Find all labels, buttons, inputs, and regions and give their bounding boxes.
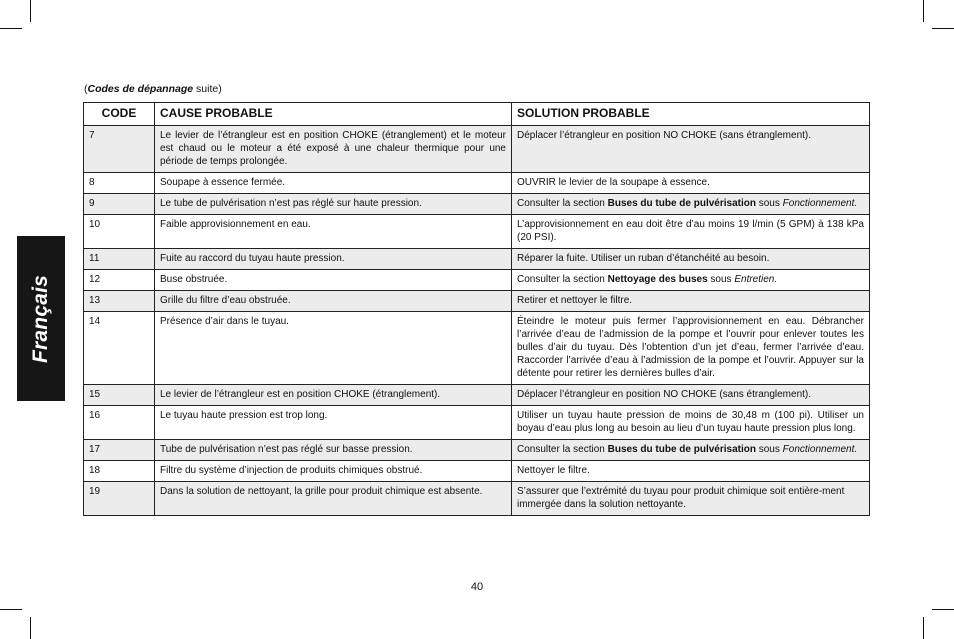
code-cell: 12 <box>84 270 155 291</box>
cause-cell: Fuite au raccord du tuyau haute pression. <box>155 249 512 270</box>
solution-cell: S’assurer que l’extrémité du tuyau pour produit chimique soit entière-ment immergée dans la solution nettoyante. <box>512 482 870 516</box>
solution-cell: Éteindre le moteur puis fermer l’approvisionnement en eau. Débrancher l’arrivée d’eau de l’admission de la pompe et l’ouvrir pour enlever toutes les bulles d’air du tuyau. Dès l’obtention d’un jet d’eau, fermer l’arrivée d’eau. Raccorder l’arrivée d’eau à l’admission de la pompe et l’ouvrir. Appuyer sur la détente pour retirer les dernières bulles d’air. <box>512 312 870 385</box>
code-cell: 11 <box>84 249 155 270</box>
solution-chapter-ref: Fonctionnement. <box>782 198 858 209</box>
table-header-row <box>84 103 870 126</box>
code-cell: 17 <box>84 440 155 461</box>
solution-cell: Réparer la fuite. Utiliser un ruban d’étanchéité au besoin. <box>512 249 870 270</box>
solution-cell <box>512 440 870 461</box>
language-side-tab <box>17 236 65 401</box>
code-cell: 13 <box>84 291 155 312</box>
table-row <box>84 461 870 482</box>
crop-mark <box>923 617 924 639</box>
crop-mark <box>30 617 31 639</box>
table-row <box>84 312 870 385</box>
solution-section-ref: Buses du tube de pulvérisation <box>607 198 756 209</box>
solution-cell: OUVRIR le levier de la soupape à essence. <box>512 173 870 194</box>
crop-mark <box>30 0 31 22</box>
table-row <box>84 291 870 312</box>
header-cause: CAUSE PROBABLE <box>155 103 512 126</box>
solution-cell <box>512 270 870 291</box>
code-cell: 18 <box>84 461 155 482</box>
table-row <box>84 173 870 194</box>
table-caption: (Codes de dépannage suite) <box>84 83 222 95</box>
code-cell: 19 <box>84 482 155 516</box>
cause-cell: Soupape à essence fermée. <box>155 173 512 194</box>
language-label: Français <box>29 274 52 363</box>
cause-cell: Présence d’air dans le tuyau. <box>155 312 512 385</box>
header-solution: SOLUTION PROBABLE <box>512 103 870 126</box>
solution-cell: Retirer et nettoyer le filtre. <box>512 291 870 312</box>
cause-cell: Tube de pulvérisation n’est pas réglé sur basse pression. <box>155 440 512 461</box>
table-row <box>84 385 870 406</box>
table-row <box>84 249 870 270</box>
code-cell: 10 <box>84 215 155 249</box>
solution-cell: Déplacer l’étrangleur en position NO CHOKE (sans étranglement). <box>512 126 870 173</box>
page-number: 40 <box>470 581 484 593</box>
solution-text: Consulter la section <box>517 274 608 285</box>
code-cell: 14 <box>84 312 155 385</box>
cause-cell: Le levier de l’étrangleur est en position CHOKE (étranglement) et le moteur est chaud ou le moteur a été exposé à une chaleur thermique pour une période de temps prolongée. <box>155 126 512 173</box>
solution-cell: Utiliser un tuyau haute pression de moins de 30,48 m (100 pi). Utiliser un boyau d’eau plus long au besoin au lieu d’un tuyau haute pression plus long. <box>512 406 870 440</box>
crop-mark <box>0 28 22 29</box>
cause-cell: Le levier de l’étrangleur est en position CHOKE (étranglement). <box>155 385 512 406</box>
crop-mark <box>932 28 954 29</box>
code-cell: 16 <box>84 406 155 440</box>
solution-cell: Déplacer l’étrangleur en position NO CHOKE (sans étranglement). <box>512 385 870 406</box>
solution-cell: Nettoyer le filtre. <box>512 461 870 482</box>
code-cell: 8 <box>84 173 155 194</box>
solution-section-ref: Buses du tube de pulvérisation <box>607 444 756 455</box>
table-row <box>84 215 870 249</box>
troubleshooting-table <box>83 102 870 516</box>
cause-cell: Filtre du système d’injection de produits chimiques obstrué. <box>155 461 512 482</box>
table-row <box>84 194 870 215</box>
header-code: CODE <box>84 103 155 126</box>
cause-cell: Dans la solution de nettoyant, la grille pour produit chimique est absente. <box>155 482 512 516</box>
solution-chapter-ref: Entretien. <box>734 274 778 285</box>
caption-suffix: suite <box>196 83 219 95</box>
table-row <box>84 126 870 173</box>
code-cell: 7 <box>84 126 155 173</box>
solution-section-ref: Nettoyage des buses <box>607 274 708 285</box>
table-row <box>84 406 870 440</box>
solution-text: Consulter la section <box>517 198 608 209</box>
solution-chapter-ref: Fonctionnement. <box>782 444 858 455</box>
solution-cell: L’approvisionnement en eau doit être d’au moins 19 l/min (5 GPM) à 138 kPa (20 PSI). <box>512 215 870 249</box>
cause-cell: Faible approvisionnement en eau. <box>155 215 512 249</box>
crop-mark <box>923 0 924 22</box>
crop-mark <box>0 609 22 610</box>
crop-mark <box>932 609 954 610</box>
solution-cell <box>512 194 870 215</box>
cause-cell: Le tuyau haute pression est trop long. <box>155 406 512 440</box>
table-row <box>84 482 870 516</box>
solution-text: Consulter la section <box>517 444 608 455</box>
code-cell: 9 <box>84 194 155 215</box>
solution-text: sous <box>755 198 783 209</box>
cause-cell: Le tube de pulvérisation n’est pas réglé sur haute pression. <box>155 194 512 215</box>
cause-cell: Grille du filtre d’eau obstruée. <box>155 291 512 312</box>
solution-text: sous <box>755 444 783 455</box>
solution-text: sous <box>707 274 735 285</box>
table-row <box>84 440 870 461</box>
caption-title: Codes de dépannage <box>87 83 194 95</box>
cause-cell: Buse obstruée. <box>155 270 512 291</box>
code-cell: 15 <box>84 385 155 406</box>
table-row <box>84 270 870 291</box>
